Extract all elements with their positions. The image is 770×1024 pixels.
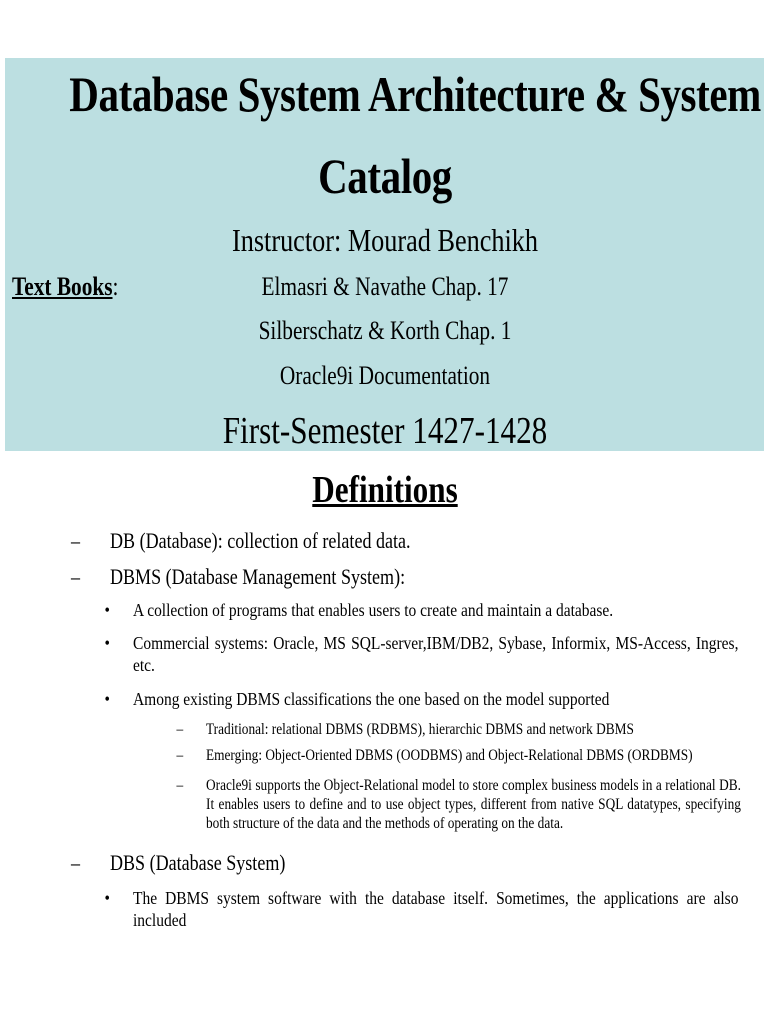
dbs-point: The DBMS system software with the database itself. Sometimes, the applications are also included (133, 888, 739, 930)
instructor: Instructor: Mourad Benchikh (231, 222, 539, 258)
def-dbms: DBMS (Database Management System): (110, 564, 406, 589)
dash-marker: – (176, 747, 184, 764)
semester: First-Semester 1427-1428 (222, 410, 548, 452)
bullet-marker: • (104, 689, 110, 709)
classification-3: Oracle9i supports the Object-Relational model to store complex business models in a relational DB. It enables users to define and to use object types, different from native SQL datatypes, specifying both structure of the data and the methods of operating on the data. (206, 777, 741, 832)
dbms-point-1: A collection of programs that enables users to create and maintain a database. (133, 600, 614, 620)
definitions-heading: Definitions (312, 469, 458, 511)
dash-marker: – (70, 528, 81, 553)
classification-2: Emerging: Object-Oriented DBMS (OODBMS) and Object-Relational DBMS (ORDBMS) (206, 747, 693, 764)
bullet-marker: • (104, 600, 110, 620)
dbms-point-3: Among existing DBMS classifications the one based on the model supported (133, 689, 610, 709)
def-db: DB (Database): collection of related data. (110, 528, 411, 553)
dash-marker: – (176, 777, 184, 794)
page-title-line-2: Catalog (318, 148, 452, 204)
dash-marker: – (176, 721, 184, 738)
def-dbs: DBS (Database System) (110, 850, 286, 875)
dbms-point-2: Commercial systems: Oracle, MS SQL-server,IBM/DB2, Sybase, Informix, MS-Access, Ingres, etc. (133, 633, 739, 675)
classification-1: Traditional: relational DBMS (RDBMS), hierarchic DBMS and network DBMS (206, 721, 634, 738)
bullet-marker: • (104, 633, 110, 653)
dash-marker: – (70, 850, 81, 875)
page-title-line-1: Database System Architecture & System (69, 66, 761, 122)
textbook-3: Oracle9i Documentation (279, 361, 491, 390)
textbook-1: Elmasri & Navathe Chap. 17 (261, 272, 509, 301)
dash-marker: – (70, 564, 81, 589)
bullet-marker: • (104, 888, 110, 908)
textbooks-label: Text Books: (12, 272, 119, 301)
textbook-2: Silberschatz & Korth Chap. 1 (258, 316, 512, 345)
